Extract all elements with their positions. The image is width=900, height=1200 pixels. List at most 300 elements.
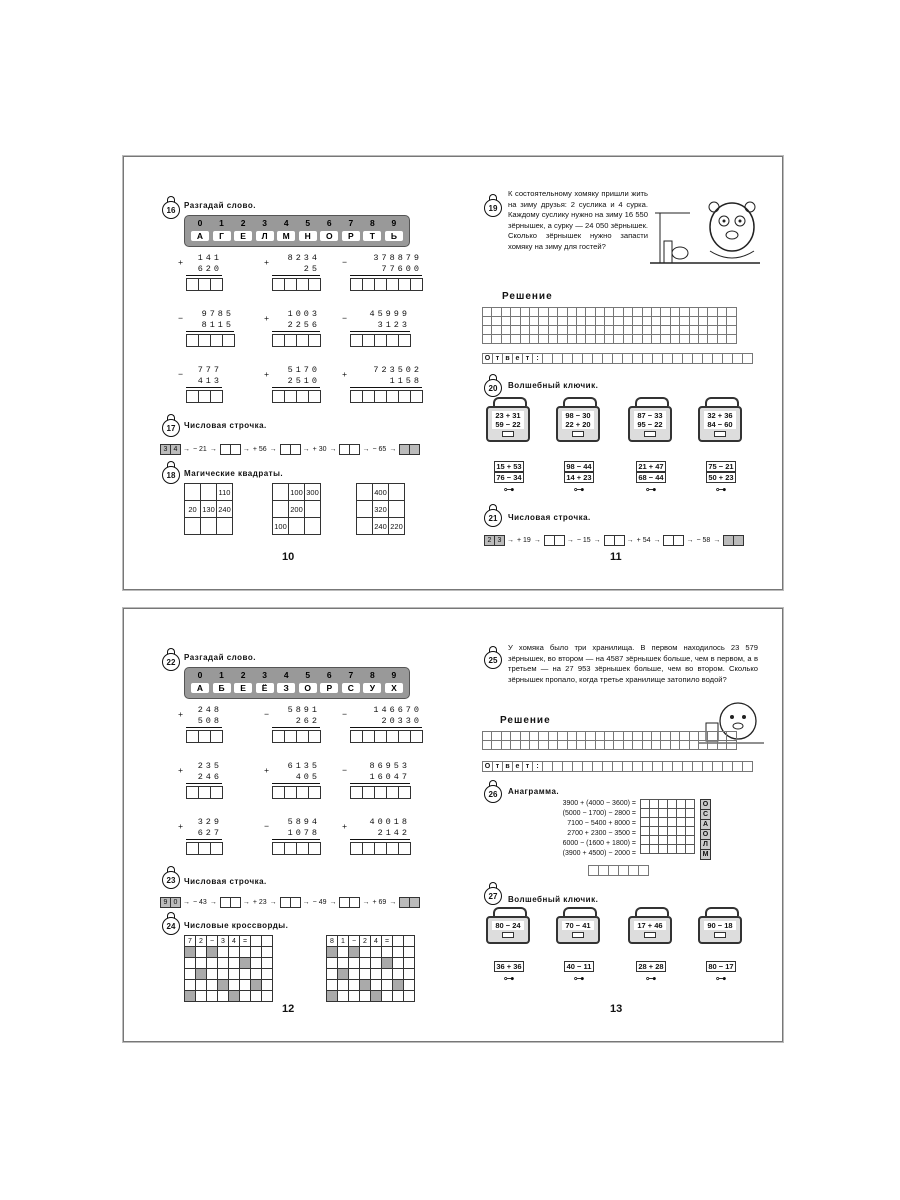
magic-cell[interactable]: 20 [185, 501, 201, 518]
key-card[interactable] [706, 961, 736, 985]
chain-arrow: → [362, 899, 370, 906]
code-letter: У [363, 683, 381, 693]
page-number: 10 [282, 551, 295, 563]
anagram-expression: 6000 − (1600 + 1800) = [562, 840, 636, 847]
keyhole-icon [644, 932, 656, 938]
answer-box[interactable] [308, 334, 321, 347]
answer-boxes [186, 390, 222, 403]
code-digit: 5 [305, 218, 311, 228]
answer-boxes [272, 786, 320, 799]
answer-box[interactable] [398, 334, 411, 347]
exercise-operand-a: 8234 [287, 253, 320, 263]
exercise-operator: + [178, 710, 187, 720]
chain-answer-box[interactable] [230, 444, 241, 455]
exercise-operand-b: 2510 [272, 376, 320, 388]
column-exercise [264, 365, 320, 403]
padlock [628, 907, 676, 944]
keyhole-icon [502, 932, 514, 938]
chain-answer-box[interactable] [290, 444, 301, 455]
magic-cell[interactable] [217, 518, 233, 535]
padlock-shackle [563, 907, 597, 916]
magic-cell[interactable] [273, 484, 289, 501]
answer-box[interactable] [308, 842, 321, 855]
exercise-operand-a: 5170 [287, 365, 320, 375]
grid-cell[interactable] [726, 740, 736, 750]
crossword-cell[interactable]: 4 [228, 935, 240, 947]
crossword-cell[interactable] [261, 990, 273, 1002]
crossword-cell[interactable]: = [381, 935, 393, 947]
answer-box[interactable] [398, 842, 411, 855]
padlock-expression: 90 − 18 [704, 921, 736, 930]
chain-arrow: → [507, 537, 514, 544]
chain-operation: + 56 [252, 446, 267, 453]
code-letter: Х [385, 683, 403, 693]
answer-boxes [272, 278, 320, 291]
exercise-operand-a: 146670 [373, 705, 422, 715]
key-card[interactable] [636, 461, 666, 496]
answer-box[interactable] [742, 761, 753, 772]
padlock [556, 907, 604, 944]
magic-cell[interactable]: 110 [217, 484, 233, 501]
exercise-operand-b: 20330 [350, 716, 422, 728]
task-badge-26: 26 [484, 785, 502, 803]
solution-heading: Решение [502, 291, 553, 302]
crossword-cell[interactable]: 7 [184, 935, 196, 947]
chain-operation: − 65 [372, 446, 387, 453]
anagram-letter: С [700, 809, 711, 820]
task-badge-18: 18 [162, 466, 180, 484]
code-digit: 6 [326, 218, 332, 228]
exercise-operator: + [264, 766, 273, 776]
magic-square [184, 483, 233, 535]
crossword-cell[interactable]: 2 [195, 935, 207, 947]
answer-box[interactable] [308, 390, 321, 403]
answer-box[interactable] [308, 730, 321, 743]
code-digit: 1 [219, 218, 224, 228]
task-badge-25: 25 [484, 651, 502, 669]
exercise-operand-a: 5894 [287, 817, 320, 827]
magic-cell[interactable]: 400 [373, 484, 389, 501]
key-expression: 80 − 17 [706, 961, 736, 972]
answer-box[interactable] [210, 278, 223, 291]
magic-cell[interactable] [185, 484, 201, 501]
padlock-expression: 23 + 31 [492, 411, 524, 420]
answer-letter: е [512, 353, 523, 364]
exercise-operand-a: 1003 [287, 309, 320, 319]
answer-boxes [272, 842, 320, 855]
padlock-expression: 80 − 24 [492, 921, 524, 930]
magic-cell[interactable]: 300 [305, 484, 321, 501]
padlock-shackle [635, 907, 669, 916]
code-letter: М [277, 231, 295, 241]
magic-cell[interactable]: 240 [217, 501, 233, 518]
keyhole-icon [644, 431, 656, 437]
chain-arrow: → [653, 537, 661, 544]
number-chain [160, 897, 419, 908]
hamster-scientist-illustration [650, 193, 770, 273]
exercise-operand-b: 627 [186, 828, 222, 840]
task-badge-27: 27 [484, 887, 502, 905]
column-exercise [178, 705, 222, 743]
anagram-expression: 7100 − 5400 + 8000 = [567, 820, 636, 827]
answer-box[interactable] [222, 334, 235, 347]
exercise-operator: + [264, 314, 273, 324]
exercise-operand-a: 235 [197, 761, 222, 771]
padlock [698, 397, 746, 442]
chain-operation: − 58 [696, 537, 711, 544]
chain-arrow: → [302, 446, 310, 453]
answer-boxes [186, 730, 222, 743]
magic-cell[interactable] [389, 484, 405, 501]
code-letter: А [191, 231, 209, 241]
exercise-operand-a: 378879 [373, 253, 422, 263]
exercise-operand-b: 2256 [272, 320, 320, 332]
code-letter: З [277, 683, 295, 693]
code-digit: 3 [262, 670, 267, 680]
chain-arrow: → [302, 899, 310, 906]
key-expression: 40 − 11 [564, 961, 594, 972]
column-exercise [178, 761, 222, 799]
exercise-operand-a: 329 [197, 817, 222, 827]
task-title-16: Разгадай слово. [184, 201, 256, 210]
magic-cell[interactable] [305, 518, 321, 535]
keyhole-icon [572, 932, 584, 938]
solution-grid [482, 307, 736, 343]
chain-operation: + 30 [312, 446, 327, 453]
key-card[interactable] [706, 461, 736, 496]
answer-boxes [350, 334, 410, 347]
exercise-operand-a: 86953 [369, 761, 410, 771]
code-digit: 4 [283, 670, 289, 680]
exercise-operand-b: 25 [272, 264, 320, 276]
chain-arrow: → [533, 537, 541, 544]
spread-pages-12-13 [123, 608, 783, 1042]
task-title-23: Числовая строчка. [184, 877, 267, 886]
chain-answer-box[interactable] [349, 444, 360, 455]
answer-box[interactable] [398, 786, 411, 799]
answer-letter: т [492, 761, 503, 772]
grid-cell[interactable] [726, 334, 736, 344]
code-letter: Б [213, 683, 231, 693]
code-digit: 2 [240, 670, 246, 680]
answer-boxes [350, 786, 410, 799]
exercise-operand-a: 9785 [201, 309, 234, 319]
key-expression: 36 + 36 [494, 961, 524, 972]
chain-arrow: → [389, 446, 397, 453]
exercise-operand-b: 1078 [272, 828, 320, 840]
answer-box[interactable] [210, 730, 223, 743]
exercise-operator: + [342, 370, 351, 380]
exercise-operand-b: 8115 [186, 320, 234, 332]
exercise-operand-a: 777 [197, 365, 222, 375]
code-digits-row [191, 218, 403, 228]
answer-box[interactable] [410, 390, 423, 403]
magic-cell[interactable] [389, 501, 405, 518]
anagram-letter: О [700, 799, 711, 810]
chain-arrow: → [209, 899, 217, 906]
column-exercise [264, 761, 320, 799]
anagram-answer-grid [640, 799, 694, 853]
key-card[interactable] [564, 461, 594, 496]
magic-cell[interactable]: 200 [289, 501, 305, 518]
chain-arrow: → [209, 446, 217, 453]
chain-start-digit: 4 [170, 444, 181, 455]
key-icon: ⊶ [503, 484, 515, 496]
answer-boxes [186, 334, 234, 347]
chain-start-digit: 2 [484, 535, 495, 546]
chain-arrow: → [713, 537, 721, 544]
key-card[interactable] [494, 461, 524, 496]
key-icon: ⊶ [573, 484, 585, 496]
answer-box[interactable] [308, 786, 321, 799]
answer-box[interactable] [742, 353, 753, 364]
task-badge-16: 16 [162, 201, 180, 219]
crossword-cell[interactable]: 4 [370, 935, 382, 947]
magic-cell[interactable]: 240 [373, 518, 389, 535]
keyhole-icon [714, 932, 726, 938]
chain-arrow: → [686, 537, 694, 544]
chain-operation: + 19 [517, 537, 531, 544]
code-digit: 8 [370, 670, 375, 680]
code-table [184, 215, 410, 247]
task-badge-19: 19 [484, 199, 502, 217]
chain-arrow: → [389, 899, 397, 906]
magic-cell[interactable] [185, 518, 201, 535]
anagram-expression: (3900 + 4500) − 2000 = [562, 850, 636, 857]
keyhole-icon [502, 431, 514, 437]
anagram-word-boxes [588, 865, 648, 876]
code-letter: Г [213, 231, 231, 241]
code-letters-row [191, 683, 403, 693]
column-exercise [264, 309, 320, 347]
anagram-letter: Л [700, 839, 711, 850]
answer-boxes [186, 278, 222, 291]
answer-box[interactable] [410, 278, 423, 291]
crossword-cell[interactable]: 1 [337, 935, 349, 947]
answer-letter: т [492, 353, 503, 364]
answer-line [482, 761, 752, 772]
key-icon: ⊶ [715, 484, 727, 496]
padlock [628, 397, 676, 442]
chain-answer-box[interactable] [733, 535, 744, 546]
answer-boxes [350, 842, 410, 855]
task-text-19: К состоятельному хомяку пришли жить на зиму друзья: 2 суслика и 4 сурка. Каждому суслику нужно на зиму 16 550 зёрнышек, а сурку — 24 050 зёрнышек. Сколько зёрнышек нужно запасти хомяку на зиму для гостей? [508, 189, 648, 251]
code-letter: Л [256, 231, 274, 241]
spread-pages-10-11 [123, 156, 783, 590]
task-badge-20: 20 [484, 379, 502, 397]
key-expression: 14 + 23 [564, 472, 594, 483]
chain-operation: − 15 [576, 537, 591, 544]
chain-answer-box[interactable] [409, 444, 420, 455]
chain-answer-box[interactable] [673, 535, 684, 546]
crossword-cell[interactable] [403, 990, 415, 1002]
answer-letter: т [522, 761, 533, 772]
crossword-cell[interactable]: = [239, 935, 251, 947]
chain-answer-box[interactable] [230, 897, 241, 908]
code-table [184, 667, 410, 699]
chain-arrow: → [242, 446, 250, 453]
chain-arrow: → [626, 537, 634, 544]
page-13 [460, 609, 782, 1041]
padlock-expression: 22 + 20 [562, 420, 594, 429]
anagram-letter: О [700, 829, 711, 840]
chain-answer-box[interactable] [614, 535, 625, 546]
exercise-operand-a: 723502 [373, 365, 422, 375]
magic-cell[interactable]: 220 [389, 518, 405, 535]
crossword-cell[interactable]: − [206, 935, 218, 947]
code-letter: О [320, 231, 338, 241]
exercise-operator: + [264, 370, 273, 380]
key-icon: ⊶ [645, 973, 657, 985]
chain-arrow: → [593, 537, 601, 544]
column-exercise [342, 705, 422, 743]
key-expression: 68 − 44 [636, 472, 666, 483]
padlock-expression: 95 − 22 [634, 420, 666, 429]
exercise-operand-b: 3123 [350, 320, 410, 332]
crossword-cell[interactable]: 2 [359, 935, 371, 947]
exercise-operator: + [264, 258, 273, 268]
column-exercise [342, 309, 410, 347]
crossword-cell[interactable]: − [348, 935, 360, 947]
task-badge-21: 21 [484, 509, 502, 527]
exercise-operand-b: 1158 [350, 376, 422, 388]
magic-cell[interactable] [201, 518, 217, 535]
page-number: 11 [610, 551, 622, 563]
answer-box[interactable] [210, 390, 223, 403]
chain-arrow: → [269, 446, 277, 453]
answer-boxes [350, 390, 422, 403]
anagram-letters [700, 799, 711, 859]
answer-letter: О [482, 353, 493, 364]
answer-letter: О [482, 761, 493, 772]
answer-line [482, 353, 752, 364]
answer-letter: : [532, 761, 543, 772]
code-digit: 1 [219, 670, 224, 680]
answer-boxes [186, 786, 222, 799]
anagram-expression: (5000 − 1700) − 2800 = [562, 810, 636, 817]
code-digit: 8 [370, 218, 375, 228]
exercise-operator: + [178, 258, 187, 268]
exercise-operand-a: 45999 [369, 309, 410, 319]
task-title-22: Разгадай слово. [184, 653, 256, 662]
code-digit: 4 [283, 218, 289, 228]
code-letter: Н [299, 231, 317, 241]
anagram-expressions [516, 799, 636, 859]
padlock-shackle [563, 397, 597, 406]
exercise-operator: − [342, 766, 351, 776]
code-letter: Т [363, 231, 381, 241]
key-card[interactable] [636, 961, 666, 985]
chain-arrow: → [566, 537, 574, 544]
task-badge-24: 24 [162, 917, 180, 935]
chain-answer-box[interactable] [349, 897, 360, 908]
column-exercise [178, 253, 222, 291]
answer-box[interactable] [308, 278, 321, 291]
padlock-expression: 59 − 22 [492, 420, 524, 429]
answer-box[interactable] [210, 786, 223, 799]
code-digit: 9 [391, 218, 397, 228]
answer-letter: т [522, 353, 533, 364]
crossword-cell[interactable]: 3 [217, 935, 229, 947]
magic-cell[interactable] [201, 484, 217, 501]
chain-operation: − 43 [193, 899, 207, 906]
exercise-operator: + [178, 822, 187, 832]
column-exercise [264, 253, 320, 291]
key-expression: 76 − 34 [494, 472, 524, 483]
exercise-operand-b: 77600 [350, 264, 422, 276]
page-10 [124, 157, 460, 589]
padlock-body [486, 406, 530, 442]
exercise-operand-a: 5891 [287, 705, 320, 715]
padlock-expression: 84 − 60 [704, 420, 736, 429]
magic-cell[interactable]: 100 [289, 484, 305, 501]
anagram-expression: 2700 + 2300 − 3500 = [567, 830, 636, 837]
crossword-cell[interactable]: 8 [326, 935, 338, 947]
word-box[interactable] [638, 865, 649, 876]
column-exercise [264, 705, 320, 743]
code-letters-row [191, 231, 403, 241]
key-card[interactable] [494, 961, 524, 985]
chain-start-digit: 3 [494, 535, 505, 546]
chain-arrow: → [269, 899, 277, 906]
chain-arrow: → [242, 899, 250, 906]
padlock [556, 397, 604, 442]
column-exercise [342, 761, 410, 799]
answer-box[interactable] [410, 730, 423, 743]
magic-cell[interactable]: 100 [273, 518, 289, 535]
magic-cell[interactable]: 320 [373, 501, 389, 518]
anagram-letter: М [700, 849, 711, 860]
task-title-17: Числовая строчка. [184, 421, 267, 430]
chain-arrow: → [362, 446, 370, 453]
exercise-operator: + [178, 766, 187, 776]
anagram-letter: А [700, 819, 711, 830]
key-icon: ⊶ [503, 973, 515, 985]
chain-answer-box[interactable] [409, 897, 420, 908]
magic-cell[interactable] [357, 518, 373, 535]
magic-cell[interactable] [305, 501, 321, 518]
chain-operation: + 54 [636, 537, 651, 544]
exercise-operator: + [342, 822, 351, 832]
key-expression: 15 + 53 [494, 461, 524, 472]
chain-answer-box[interactable] [554, 535, 565, 546]
answer-box[interactable] [210, 842, 223, 855]
task-badge-23: 23 [162, 871, 180, 889]
padlock-expression: 32 + 36 [704, 411, 736, 420]
padlock-body [698, 916, 742, 944]
chain-start-digit: 9 [160, 897, 171, 908]
column-exercise [342, 253, 422, 291]
anagram-expression: 3900 + (4000 − 3600) = [562, 800, 636, 807]
chain-answer-box[interactable] [290, 897, 301, 908]
exercise-operand-a: 248 [197, 705, 222, 715]
page-number: 13 [610, 1003, 623, 1015]
magic-cell[interactable] [289, 518, 305, 535]
chain-operation: − 49 [312, 899, 327, 906]
magic-cell[interactable] [357, 484, 373, 501]
anagram-cell[interactable] [685, 844, 695, 854]
key-card[interactable] [564, 961, 594, 985]
chain-arrow: → [183, 899, 190, 906]
code-letter: С [342, 683, 360, 693]
key-icon: ⊶ [645, 484, 657, 496]
magic-cell[interactable] [357, 501, 373, 518]
code-letter: Р [342, 231, 360, 241]
magic-cell[interactable] [273, 501, 289, 518]
padlock-expression: 98 − 30 [562, 411, 594, 420]
magic-cell[interactable]: 130 [201, 501, 217, 518]
exercise-operand-b: 620 [186, 264, 222, 276]
